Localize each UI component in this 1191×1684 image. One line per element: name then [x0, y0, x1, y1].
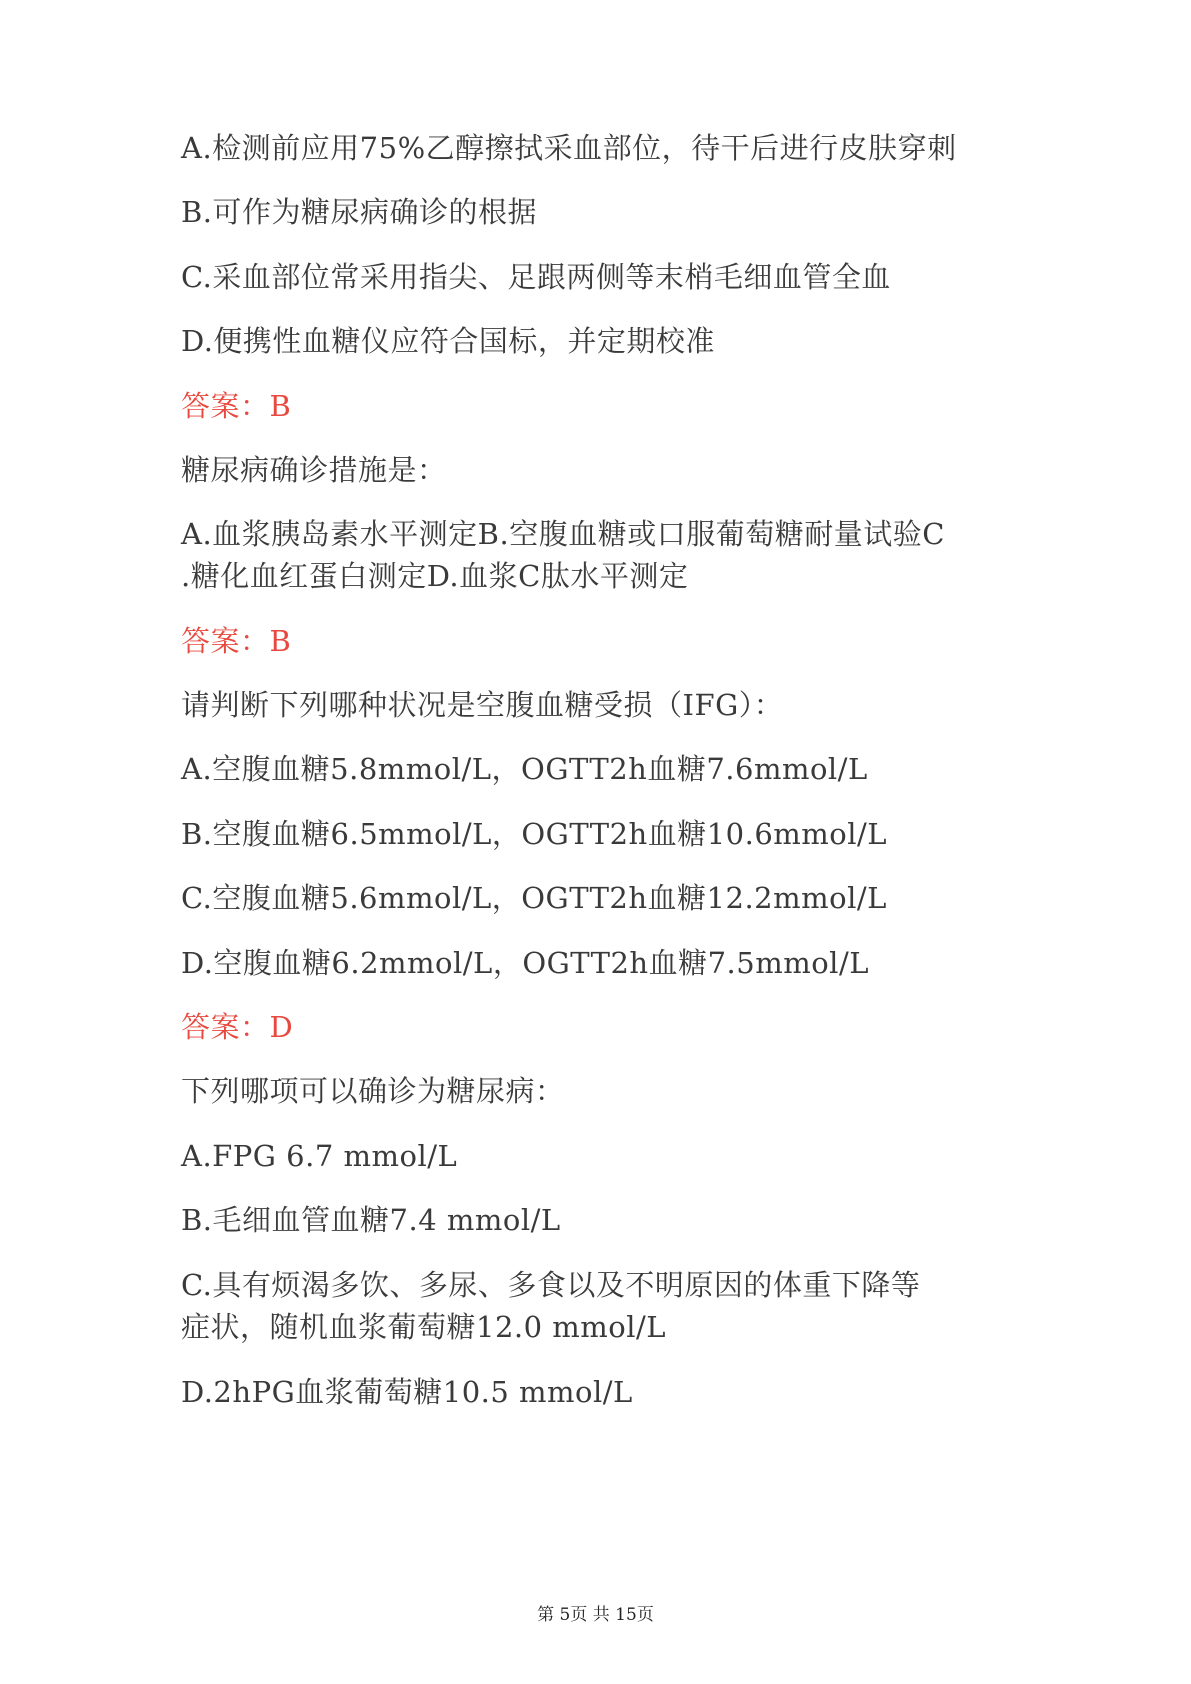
q1-option-c: C.采血部位常采用指尖、足跟两侧等末梢毛细血管全血	[181, 260, 891, 294]
q1-answer: 答案：B	[181, 389, 292, 423]
q3-option-a: A.空腹血糖5.8mmol/L，OGTT2h血糖7.6mmol/L	[181, 752, 868, 786]
page-number-footer: 第 5页 共 15页	[537, 1605, 654, 1625]
q3-answer: 答案：D	[181, 1010, 294, 1044]
q4-option-c-line-1: C.具有烦渴多饮、多尿、多食以及不明原因的体重下降等	[181, 1268, 921, 1302]
q1-option-b: B.可作为糖尿病确诊的根据	[181, 195, 538, 229]
q4-stem: 下列哪项可以确诊为糖尿病：	[181, 1074, 565, 1108]
q3-stem: 请判断下列哪种状况是空腹血糖受损（IFG）：	[181, 688, 784, 722]
q2-stem: 糖尿病确诊措施是：	[181, 453, 447, 487]
q4-option-a: A.FPG 6.7 mmol/L	[181, 1139, 458, 1173]
q2-options-line-1: A.血浆胰岛素水平测定B.空腹血糖或口服葡萄糖耐量试验C	[181, 517, 945, 551]
q1-option-d: D.便携性血糖仪应符合国标，并定期校准	[181, 324, 715, 358]
q3-option-c: C.空腹血糖5.6mmol/L，OGTT2h血糖12.2mmol/L	[181, 881, 887, 915]
q3-option-b: B.空腹血糖6.5mmol/L，OGTT2h血糖10.6mmol/L	[181, 817, 888, 851]
q2-options-line-2: .糖化血红蛋白测定D.血浆C肽水平测定	[181, 559, 689, 593]
q2-answer: 答案：B	[181, 624, 292, 658]
q1-option-a: A.检测前应用75%乙醇擦拭采血部位，待干后进行皮肤穿刺	[181, 131, 957, 165]
q4-option-c-line-2: 症状，随机血浆葡萄糖12.0 mmol/L	[181, 1310, 667, 1344]
q4-option-d: D.2hPG血浆葡萄糖10.5 mmol/L	[181, 1375, 633, 1409]
q3-option-d: D.空腹血糖6.2mmol/L，OGTT2h血糖7.5mmol/L	[181, 946, 869, 980]
q4-option-b: B.毛细血管血糖7.4 mmol/L	[181, 1203, 561, 1237]
